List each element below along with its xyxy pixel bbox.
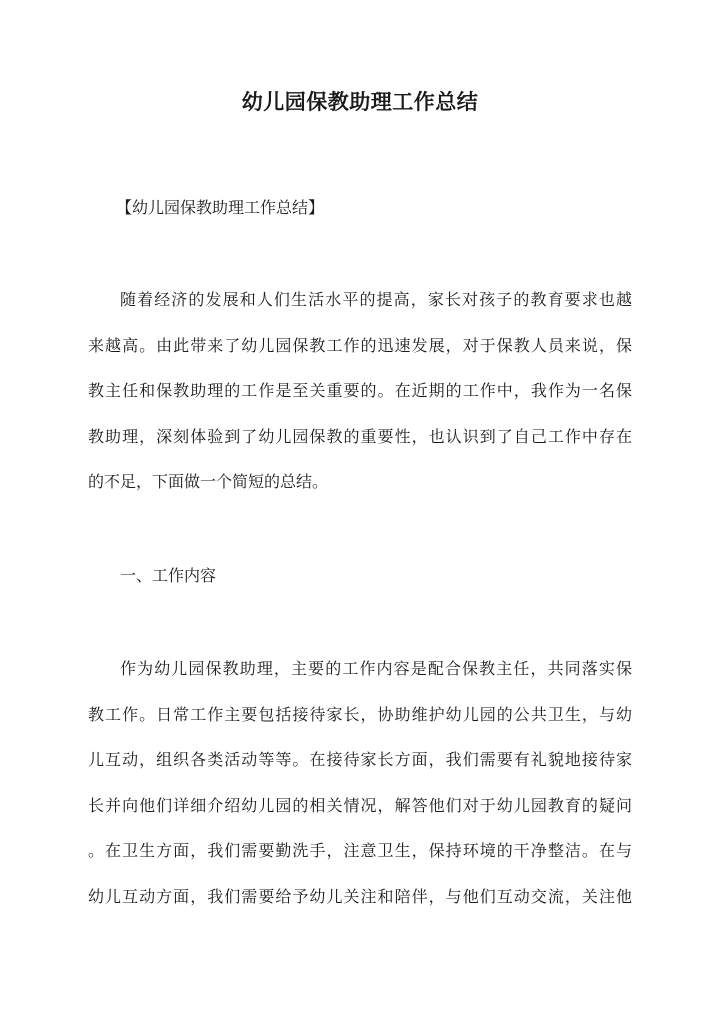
paragraph-line: 作为幼儿园保教助理，主要的工作内容是配合保教主任，共同落实保 bbox=[120, 659, 632, 678]
intro-paragraph bbox=[88, 277, 632, 505]
document-subtitle: 【幼儿园保教助理工作总结】 bbox=[116, 198, 325, 217]
document-title: 幼儿园保教助理工作总结 bbox=[241, 89, 479, 114]
paragraph-line: 幼儿互动方面，我们需要给予幼儿关注和陪伴，与他们互动交流，关注他 bbox=[88, 886, 632, 906]
work-content-paragraph bbox=[88, 646, 632, 919]
paragraph-line: 来越高。由此带来了幼儿园保教工作的迅速发展，对于保教人员来说，保 bbox=[88, 335, 632, 355]
paragraph-line: 随着经济的发展和人们生活水平的提高，家长对孩子的教育要求也越 bbox=[120, 290, 632, 309]
paragraph-line: 。在卫生方面，我们需要勤洗手，注意卫生，保持环境的干净整洁。在与 bbox=[88, 841, 632, 860]
paragraph-line: 教主任和保教助理的工作是至关重要的。在近期的工作中，我作为一名保 bbox=[88, 381, 632, 400]
section-heading: 一、工作内容 bbox=[120, 566, 217, 585]
paragraph-line: 教工作。日常工作主要包括接待家长，协助维护幼儿园的公共卫生，与幼 bbox=[88, 704, 632, 724]
paragraph-line: 儿互动，组织各类活动等等。在接待家长方面，我们需要有礼貌地接待家 bbox=[88, 750, 632, 769]
paragraph-line: 教助理，深刻体验到了幼儿园保教的重要性，也认识到了自己工作中存在 bbox=[88, 426, 632, 446]
paragraph-line: 的不足，下面做一个简短的总结。 bbox=[88, 472, 329, 491]
paragraph-line: 长并向他们详细介绍幼儿园的相关情况，解答他们对于幼儿园教育的疑问 bbox=[88, 795, 632, 815]
